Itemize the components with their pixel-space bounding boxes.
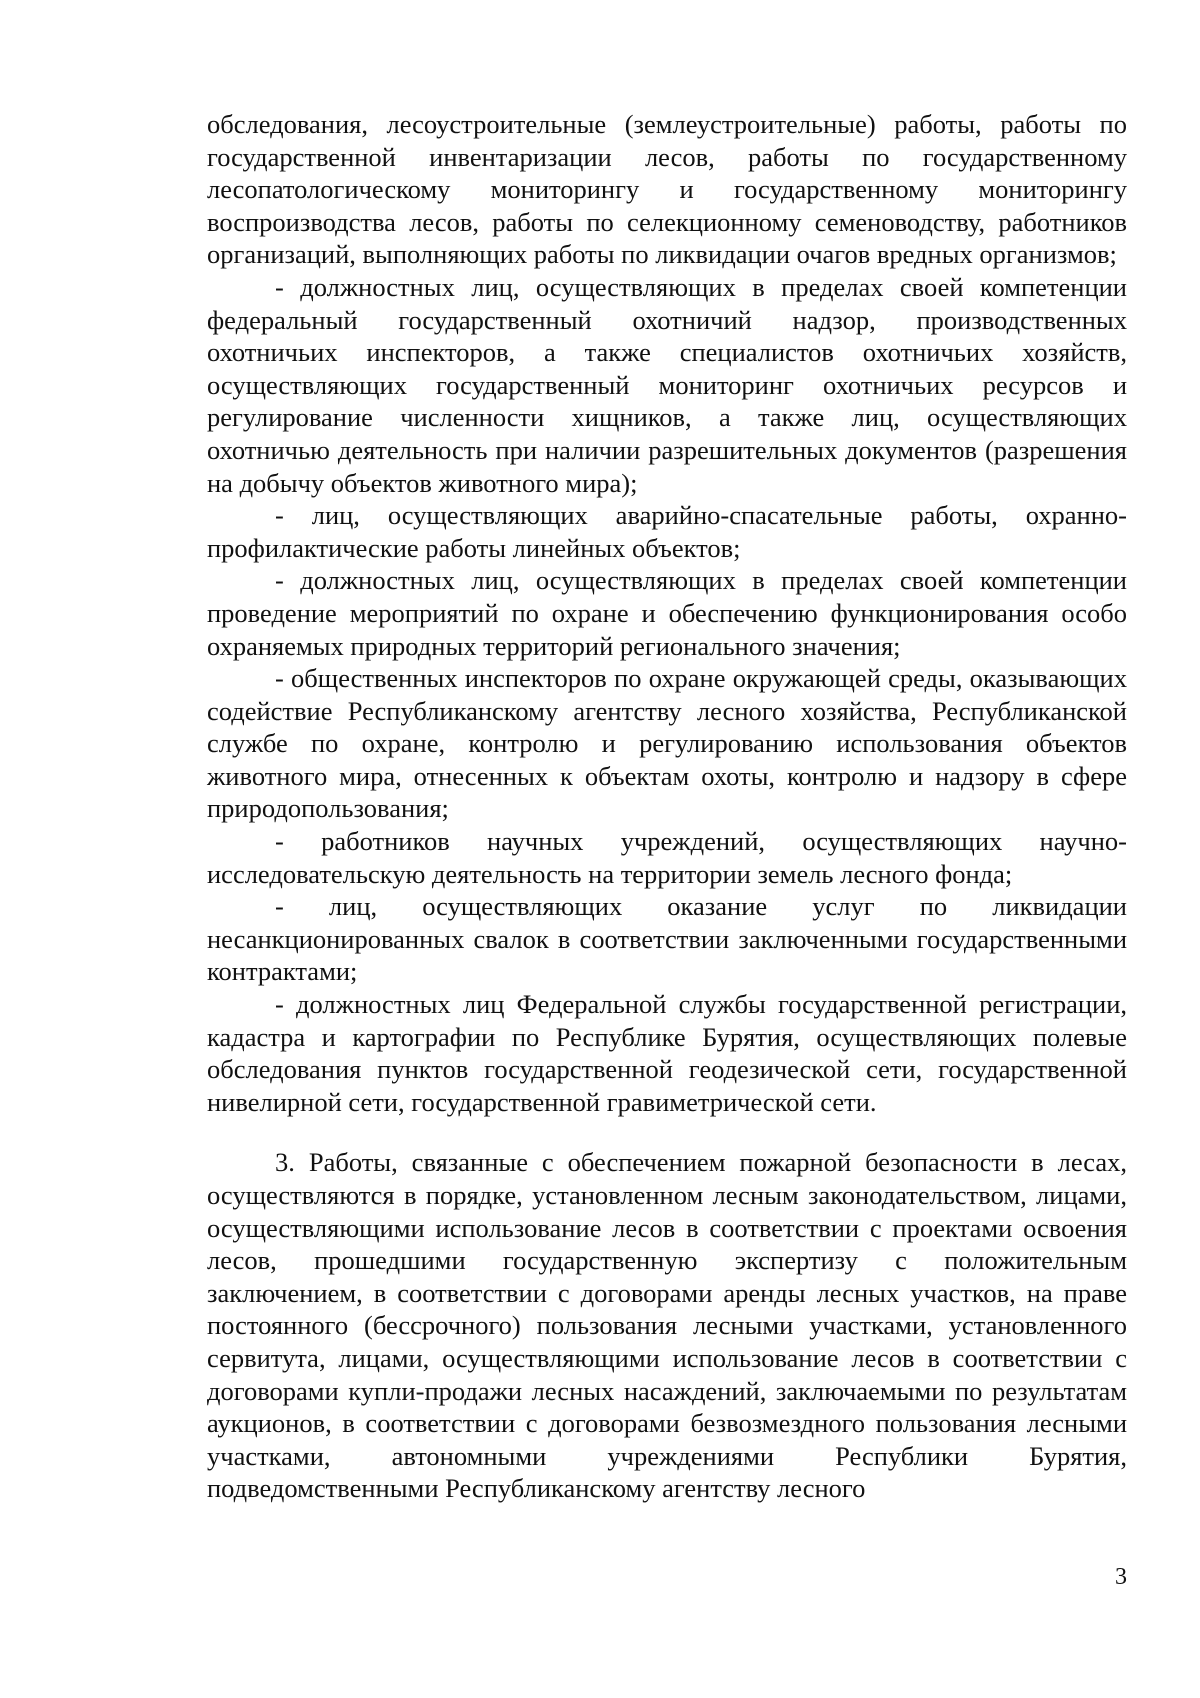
paragraph-public-inspectors: - общественных инспекторов по охране окружающей среды, оказывающих содействие Республиканскому агентству лесного хозяйства, Республиканской службе по охране, контролю и регулированию использования объектов животного мира, отнесенных к объектам охоты, контролю и надзору в сфере природопользования; [207, 663, 1127, 824]
document-body [207, 108, 1127, 1505]
paragraph-scientific-workers: - работников научных учреждений, осуществляющих научно-исследовательскую деятельность на территории земель лесного фонда; [207, 826, 1127, 889]
paragraph-hunting-supervision: - должностных лиц, осуществляющих в пределах своей компетенции федеральный государственный охотничий надзор, производственных охотничьих инспекторов, а также специалистов охотничьих хозяйств, осуществляющих государственный мониторинг охотничьих ресурсов и регулирование численности хищников, а также лиц, осуществляющих охотничью деятельность при наличии разрешительных документов (разрешения на добычу объектов животного мира); [207, 271, 1127, 498]
paragraph-rescue-works: - лиц, осуществляющих аварийно-спасательные работы, охранно-профилактические работы линейных объектов; [207, 500, 1127, 563]
paragraph-section-3: 3. Работы, связанные с обеспечением пожарной безопасности в лесах, осуществляются в порядке, установленном лесным законодательством, лицами, осуществляющими использование лесов в соответствии с проектами освоения лесов, прошедшими государственную экспертизу с положительным заключением, в соответствии с договорами аренды лесных участков, на праве постоянного (бессрочного) пользования лесными участками, установленного сервитута, лицами, осуществляющими использование лесов в соответствии с договорами купли-продажи лесных насаждений, заключаемыми по результатам аукционов, в соответствии с договорами безвозмездного пользования лесными участками, автономными учреждениями Республики Бурятия, подведомственными Республиканскому агентству лесного [207, 1147, 1127, 1504]
paragraph-continuation: обследования, лесоустроительные (землеустроительные) работы, работы по государственной инвентаризации лесов, работы по государственному лесопатологическому мониторингу и государственному мониторингу воспроизводства лесов, работы по селекционному семеноводству, работников организаций, выполняющих работы по ликвидации очагов вредных организмов; [207, 109, 1127, 270]
page-number: 3 [1115, 1564, 1127, 1590]
paragraph-protected-areas: - должностных лиц, осуществляющих в пределах своей компетенции проведение мероприятий по охране и обеспечению функционирования особо охраняемых природных территорий регионального значения; [207, 565, 1127, 661]
paragraph-rosreestr-officials: - должностных лиц Федеральной службы государственной регистрации, кадастра и картографии по Республике Бурятия, осуществляющих полевые обследования пунктов государственной геодезической сети, государственной нивелирной сети, государственной гравиметрической сети. [207, 989, 1127, 1117]
paragraph-waste-liquidation: - лиц, осуществляющих оказание услуг по ликвидации несанкционированных свалок в соответствии заключенными государственными контрактами; [207, 891, 1127, 987]
